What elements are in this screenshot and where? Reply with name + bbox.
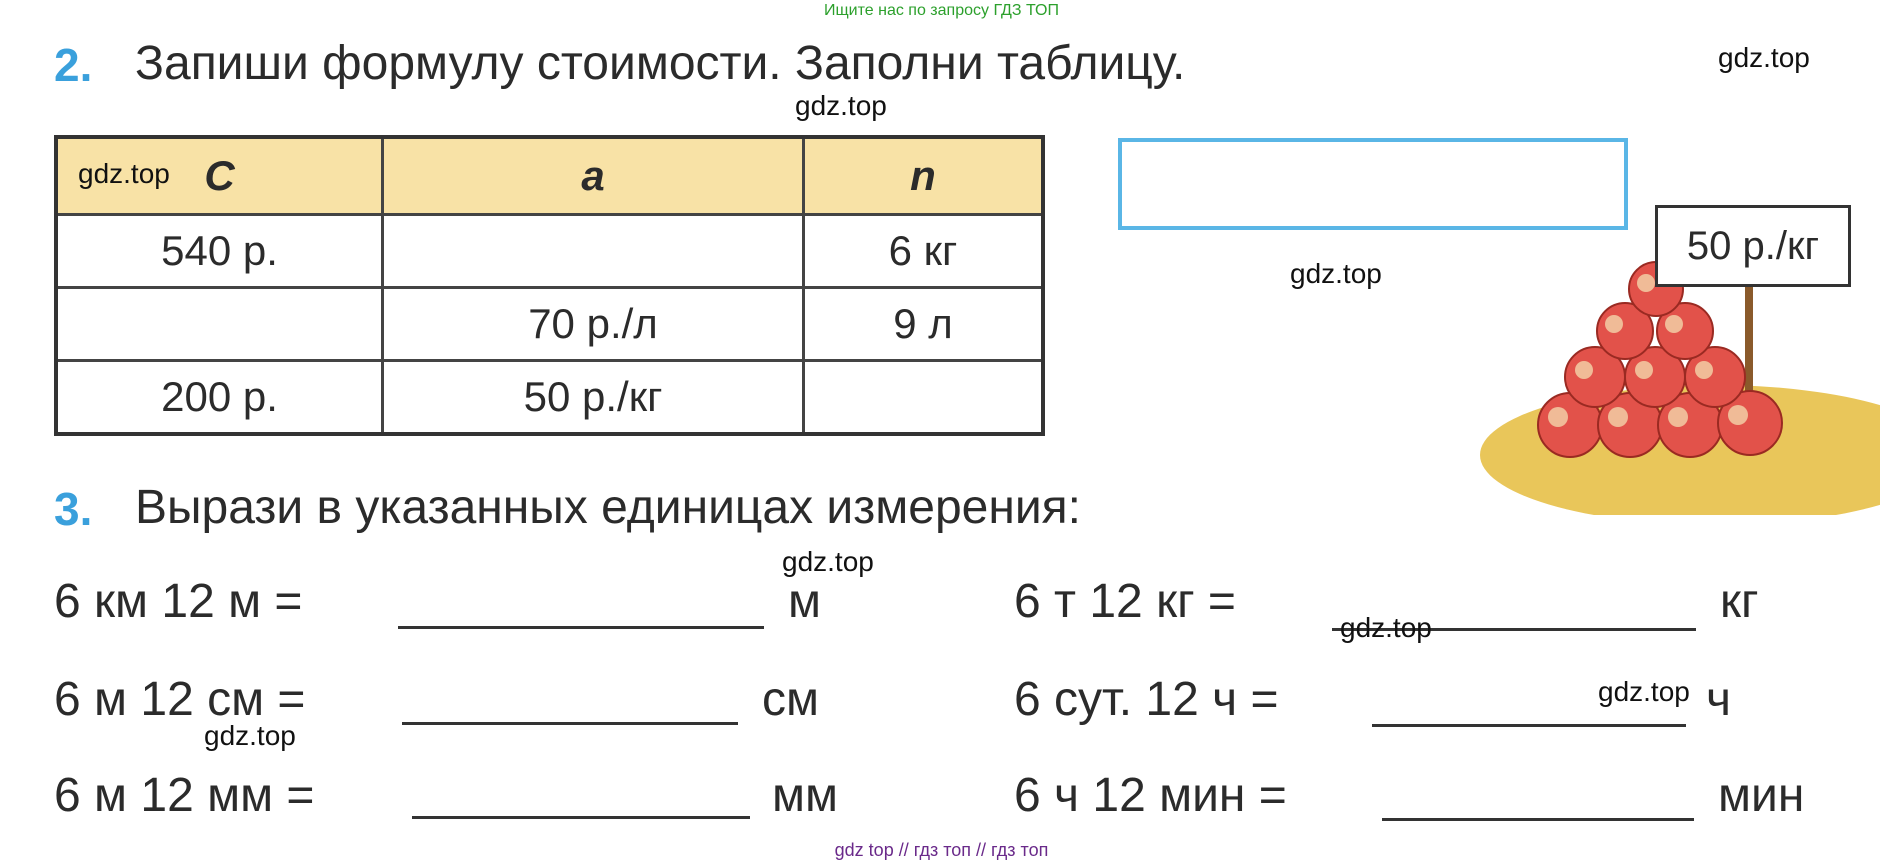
answer-blank[interactable]	[412, 816, 750, 819]
header-a: a	[383, 137, 804, 215]
footer-note: gdz top // гдз топ // гдз топ	[834, 840, 1049, 860]
table-cell[interactable]	[56, 288, 383, 361]
watermark: gdz.top	[1598, 676, 1690, 707]
table-cell[interactable]: 9 л	[804, 288, 1044, 361]
table-cell[interactable]: 70 р./л	[383, 288, 804, 361]
conversion-expr: 6 км 12 м =	[54, 575, 303, 628]
watermark: gdz.top	[795, 90, 887, 121]
task3-text: Вырази в указанных единицах измерения:	[135, 481, 1081, 534]
header-c: C	[56, 137, 383, 215]
conversion-expr: 6 м 12 мм =	[54, 769, 315, 822]
table-cell[interactable]: 50 р./кг	[383, 361, 804, 435]
watermark: gdz.top	[1718, 42, 1810, 73]
conversion-expr: 6 т 12 кг =	[1014, 575, 1236, 628]
task2-number: 2.	[54, 39, 93, 91]
table-row	[56, 215, 1043, 288]
conversion-expr: 6 м 12 см =	[54, 673, 306, 726]
conversion-expr: 6 сут. 12 ч =	[1014, 673, 1279, 726]
table-header-row	[56, 137, 1043, 215]
task3-number: 3.	[54, 483, 93, 535]
watermark: gdz.top	[1340, 612, 1432, 643]
price-sign: 50 р./кг	[1655, 205, 1851, 287]
answer-blank[interactable]	[1372, 724, 1686, 727]
conversion-unit: мин	[1718, 769, 1805, 822]
watermark: gdz.top	[78, 158, 170, 189]
conversion-unit: см	[762, 673, 819, 726]
conversion-unit: м	[788, 575, 821, 628]
conversion-unit: кг	[1720, 575, 1759, 628]
conversion-expr: 6 ч 12 мин =	[1014, 769, 1287, 822]
table-cell[interactable]: 540 р.	[56, 215, 383, 288]
cost-table	[54, 135, 1045, 436]
header-n: n	[804, 137, 1044, 215]
watermark: gdz.top	[204, 720, 296, 751]
table-row	[56, 361, 1043, 435]
table-cell[interactable]: 6 кг	[804, 215, 1044, 288]
conversion-unit: ч	[1706, 673, 1732, 726]
top-note: Ищите нас по запросу ГДЗ ТОП	[824, 2, 1059, 19]
answer-blank[interactable]	[402, 722, 738, 725]
answer-blank[interactable]	[1382, 818, 1694, 821]
table-row	[56, 288, 1043, 361]
table-cell[interactable]: 200 р.	[56, 361, 383, 435]
conversion-unit: мм	[772, 769, 838, 822]
answer-blank[interactable]	[398, 626, 764, 629]
table-cell[interactable]	[383, 215, 804, 288]
task2-text: Запиши формулу стоимости. Заполни таблицу.	[135, 37, 1186, 90]
table-cell[interactable]	[804, 361, 1044, 435]
watermark: gdz.top	[1290, 258, 1382, 289]
watermark: gdz.top	[782, 546, 874, 577]
